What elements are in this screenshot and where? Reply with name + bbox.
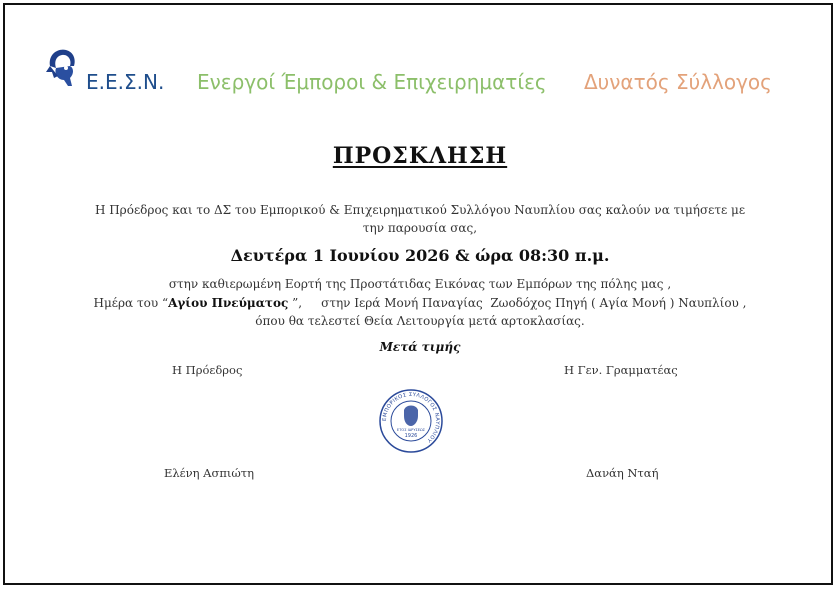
slogan: Ενεργοί Έμποροι & Επιχειρηματίες xyxy=(197,70,547,94)
intro-line-1: Η Πρόεδρος και το ΔΣ του Εμπορικού & Επιχειρηματικού Συλλόγου Ναυπλίου σας καλούν να τιμήσετε με xyxy=(94,203,746,217)
holiday-name: Αγίου Πνεύματος xyxy=(168,296,289,310)
header xyxy=(44,46,804,94)
event-line-2 xyxy=(0,296,840,310)
left-signatory-name: Ελένη Ασπιώτη xyxy=(164,466,255,480)
greek-goddess-head-icon xyxy=(44,46,78,90)
right-signatory-role: Η Γεν. Γραμματέας xyxy=(564,363,678,377)
left-signatory-role: Η Πρόεδρος xyxy=(172,363,243,377)
association-stamp xyxy=(378,388,444,454)
right-signatory-name: Δανάη Νταή xyxy=(586,466,659,480)
brand-name: Ε.Ε.Σ.Ν. xyxy=(86,70,165,94)
stamp-ring-text: ΕΜΠΟΡΙΚΟΣ ΣΥΛΛΟΓΟΣ ΝΑΥΠΛΙΟΥ xyxy=(381,391,441,444)
intro-line-2: την παρουσία σας, xyxy=(362,221,478,235)
event-line-1: στην καθιερωμένη Εορτή της Προστάτιδας Εικόνας των Εμπόρων της πόλης μας , xyxy=(168,277,672,291)
stamp-inner-text: ΕΤΟΣ ΙΔΡΥΣΕΩΣ xyxy=(396,428,426,432)
event-date: Δευτέρα 1 Ιουνίου 2026 & ώρα 08:30 π.μ. xyxy=(230,246,610,265)
document-title: ΠΡΟΣΚΛΗΣΗ xyxy=(332,143,508,169)
event-line-2-prefix: Ημέρα του “ xyxy=(93,296,169,310)
event-line-2-suffix: ”, στην Ιερά Μονή Παναγίας Ζωοδόχος Πηγή ( Αγία Μονή ) Ναυπλίου , xyxy=(288,296,747,310)
closing-salutation: Μετά τιμής xyxy=(379,340,461,354)
stamp-year: 1926 xyxy=(404,433,418,439)
event-line-3: όπου θα τελεστεί Θεία Λειτουργία μετά αρτοκλασίας. xyxy=(255,314,585,328)
association-tagline: Δυνατός Σύλλογος xyxy=(584,70,772,94)
